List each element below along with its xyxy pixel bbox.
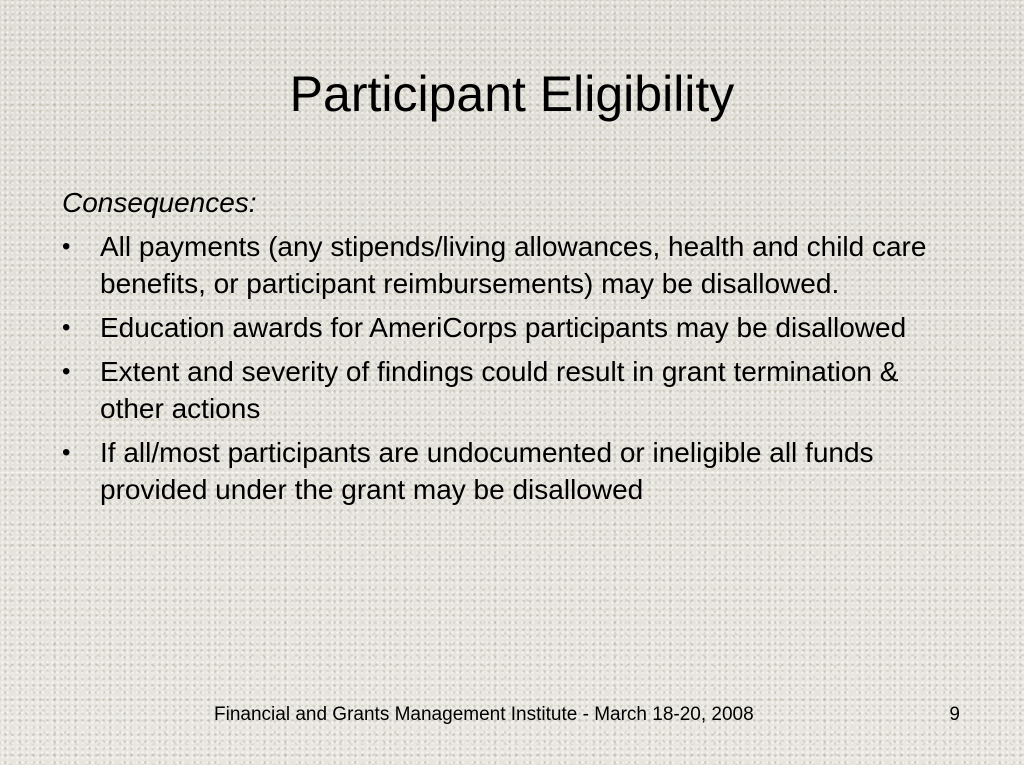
bullet-item [62, 228, 962, 302]
bullet-list [62, 228, 962, 515]
bullet-text: If all/most participants are undocumented or ineligible all funds provided under the grant may be disallowed [100, 437, 874, 505]
bullet-item [62, 309, 962, 346]
bullet-icon: • [62, 233, 71, 260]
bullet-item [62, 353, 962, 427]
bullet-item [62, 434, 962, 508]
bullet-text: Extent and severity of findings could result in grant termination & other actions [100, 356, 899, 424]
bullet-icon: • [62, 439, 71, 466]
bullet-icon: • [62, 314, 71, 341]
page-number: 9 [949, 704, 960, 725]
bullet-text: Education awards for AmeriCorps participants may be disallowed [100, 312, 907, 343]
bullet-text: All payments (any stipends/living allowances, health and child care benefits, or participant reimbursements) may be disallowed. [100, 231, 927, 299]
slide-subtitle: Consequences: [62, 187, 257, 218]
slide-footer [0, 702, 1010, 728]
slide-title: Participant Eligibility [289, 66, 735, 122]
footer-text: Financial and Grants Management Institute - March 18-20, 2008 [214, 704, 754, 725]
bullet-icon: • [62, 358, 71, 385]
